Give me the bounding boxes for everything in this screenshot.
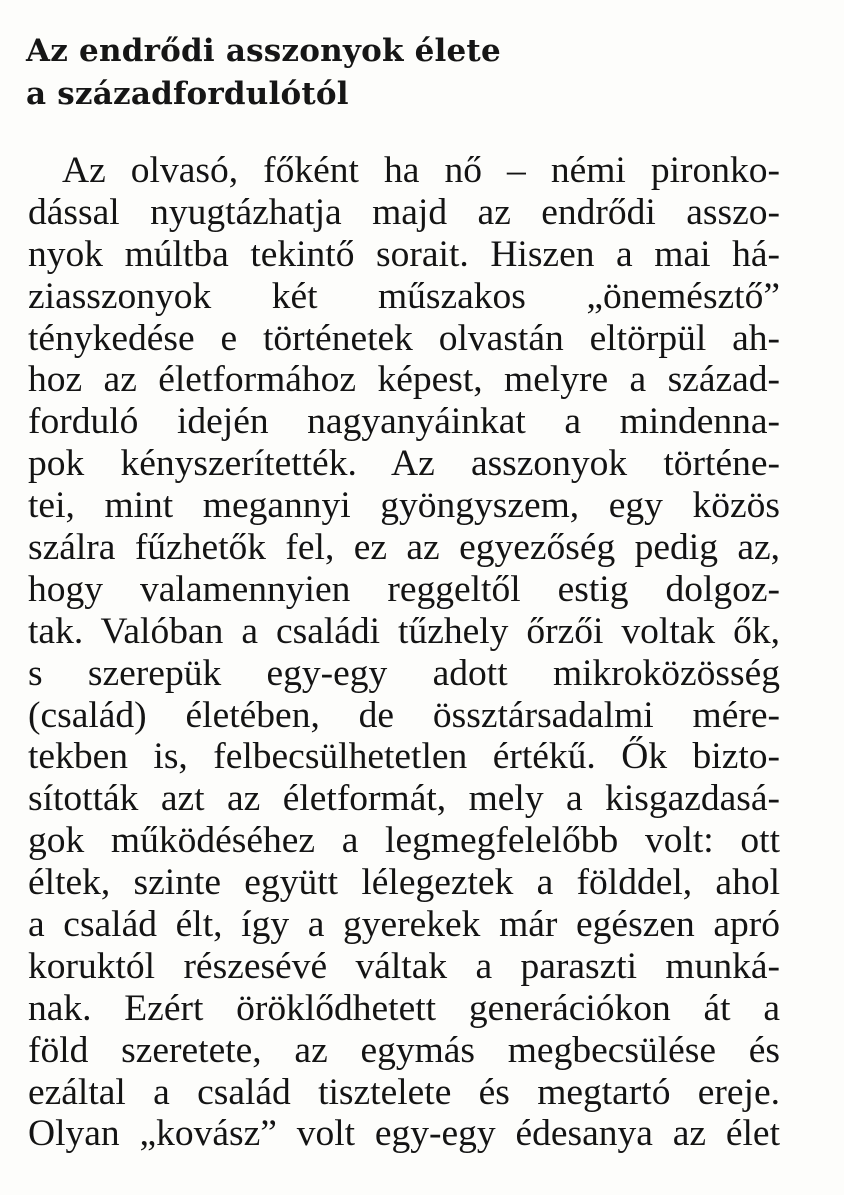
body-line: sították azt az életformát, mely a kisgazdasá-	[28, 778, 780, 820]
body-line: koruktól részesévé váltak a paraszti munká-	[28, 945, 780, 987]
body-line: ténykedése e történetek olvastán eltörpül ah-	[28, 317, 780, 359]
article-title	[26, 30, 786, 116]
body-line: ezáltal a család tisztelete és megtartó ereje.	[28, 1071, 780, 1113]
article-title-line-2: a századfordulótól	[26, 76, 349, 112]
body-line: pok kényszerítették. Az asszonyok történe-	[28, 443, 780, 485]
body-line: hoz az életformához képest, melyre a század-	[28, 359, 780, 401]
body-line: s szerepük egy-egy adott mikroközösség	[28, 652, 780, 694]
body-line: forduló idején nagyanyáinkat a mindenna-	[28, 401, 780, 443]
body-line: éltek, szinte együtt lélegeztek a földdel, ahol	[28, 862, 780, 904]
body-line: nak. Ezért öröklődhetett generációkon át a	[28, 987, 780, 1029]
body-line: tei, mint megannyi gyöngyszem, egy közös	[28, 485, 780, 527]
body-line: gok működéséhez a legmegfelelőbb volt: ott	[28, 820, 780, 862]
body-line: föld szeretete, az egymás megbecsülése és	[28, 1029, 780, 1071]
body-line: hogy valamennyien reggeltől estig dolgoz-	[28, 568, 780, 610]
body-line: Olyan „kovász” volt egy-egy édesanya az élet	[28, 1113, 780, 1155]
article-title-line-1: Az endrődi asszonyok élete	[26, 33, 501, 69]
body-line: nyok múltba tekintő sorait. Hiszen a mai há-	[28, 233, 780, 275]
article-body	[28, 150, 780, 1155]
body-line: (család) életében, de össztársadalmi mére-	[28, 694, 780, 736]
body-line: tekben is, felbecsülhetetlen értékű. Ők bizto-	[28, 736, 780, 778]
body-line: tak. Valóban a családi tűzhely őrzői voltak ők,	[28, 610, 780, 652]
body-line: szálra fűzhetők fel, ez az egyezőség pedig az,	[28, 527, 780, 569]
body-line: ziasszonyok két műszakos „önemésztő”	[28, 275, 780, 317]
body-line: Az olvasó, főként ha nő – némi pironko-	[62, 150, 780, 191]
body-line: dással nyugtázhatja majd az endrődi asszo-	[28, 191, 780, 233]
body-line: a család élt, így a gyerekek már egészen apró	[28, 904, 780, 946]
